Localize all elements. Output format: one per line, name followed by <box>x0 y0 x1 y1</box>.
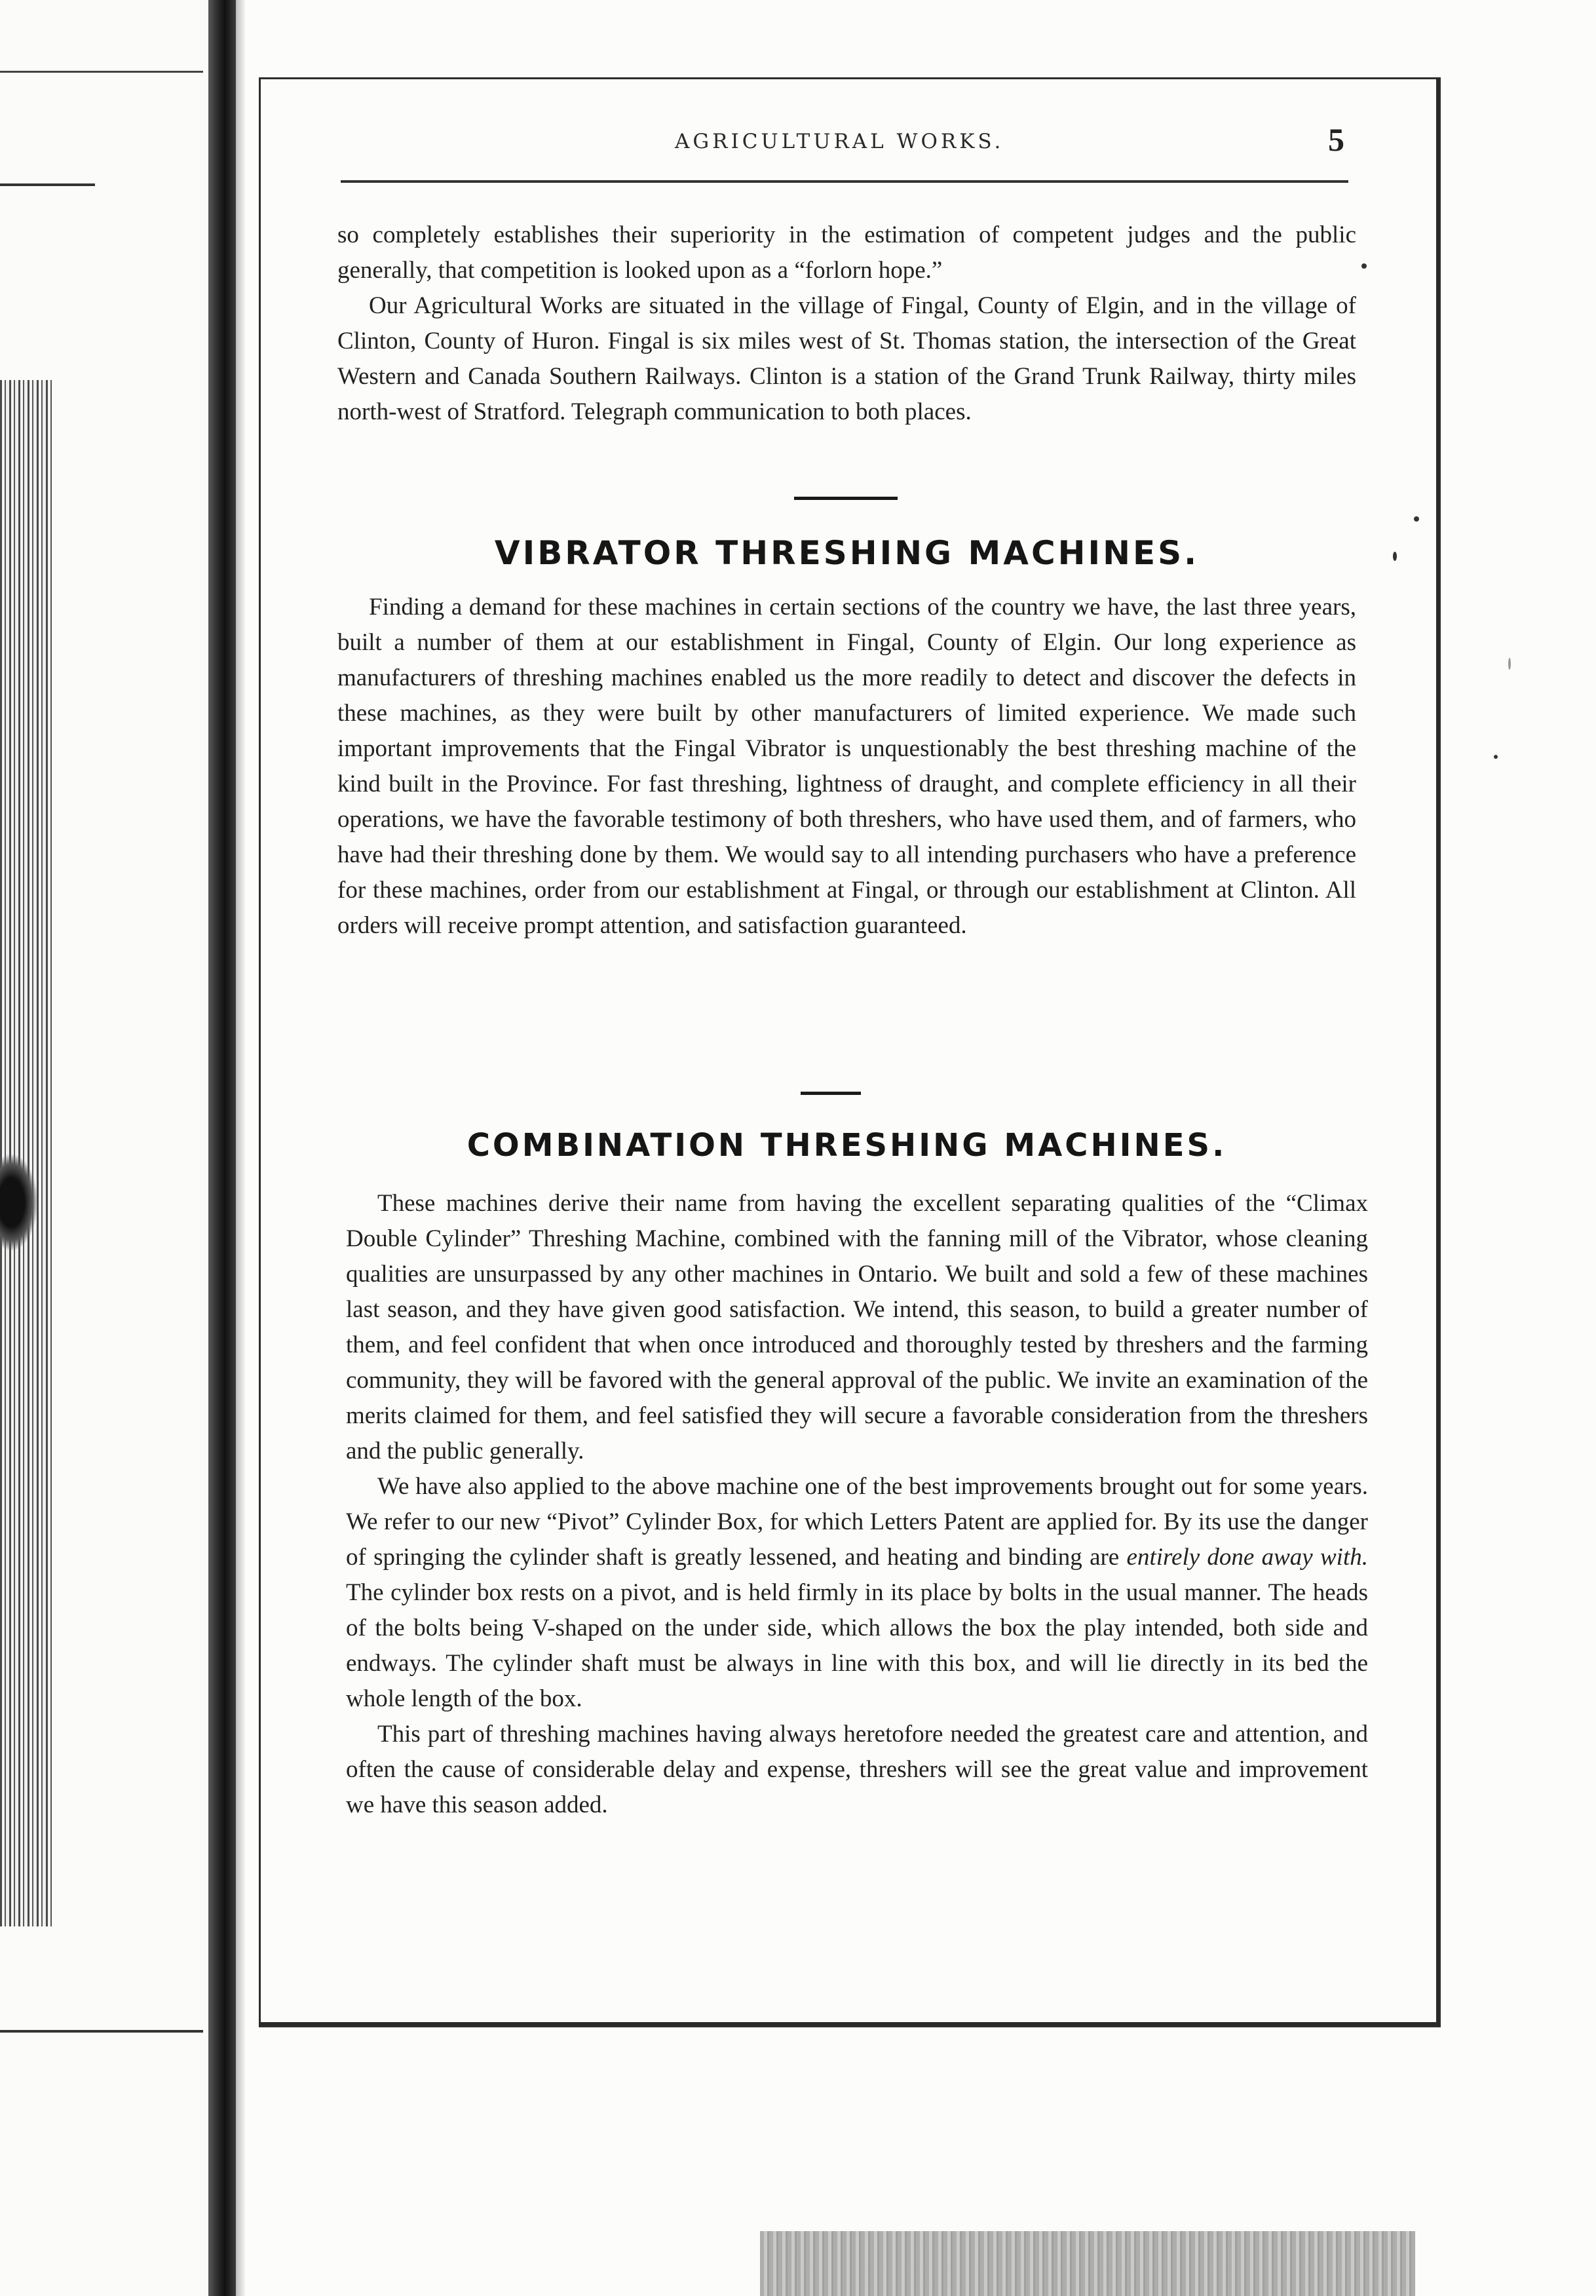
scan-speck <box>1494 755 1498 759</box>
section-heading-combination: COMBINATION THRESHING MACHINES. <box>466 1127 1227 1164</box>
section-divider <box>801 1092 861 1095</box>
facing-page-top-rule <box>0 71 203 73</box>
scan-speck <box>1508 658 1511 670</box>
running-head-title: AGRICULTURAL WORKS. <box>675 130 1004 153</box>
book-gutter <box>208 0 236 2296</box>
section-divider <box>794 497 898 500</box>
combination-paragraph-2 <box>346 1469 1368 1717</box>
running-header <box>341 121 1350 170</box>
scan-speck <box>1361 263 1367 269</box>
section-heading-vibrator: VIBRATOR THRESHING MACHINES. <box>494 534 1200 572</box>
intro-text <box>337 218 1356 430</box>
combination-paragraph-2-end: The cylinder box rests on a pivot, and is held firmly in its place by bolts in the usual manner. The heads of the bolts being V-shaped on the under side, which allows the box the play intended, both side and endways. The cylinder shaft must be always in line with this box, and will lie directly in its bed the whole length of the box. <box>346 1579 1368 1712</box>
engraving-detail <box>0 1153 38 1252</box>
scan-bottom-shadow <box>760 2231 1415 2296</box>
intro-paragraph-continuation: so completely establishes their superiority in the estimation of competent judges and the public generally, that competition is looked upon as a “forlorn hope.” <box>337 221 1356 284</box>
combination-paragraph-1: These machines derive their name from having the excellent separating qualities of the “Climax Double Cylinder” Threshing Machine, combined with the fanning mill of the Vibrator, whose cleaning qualities are unsurpassed by any other machines in Ontario. We built and sold a few of these machines last season, and they have given good satisfaction. We intend, this season, to build a greater number of them, and feel confident that when once introduced and thoroughly tested by threshers and the farming community, they will be favored with the general approval of the public. We invite an examination of the merits claimed for them, and feel satisfied they will secure a favorable consideration from the threshers and the public generally. <box>346 1190 1368 1464</box>
combination-section-text <box>346 1186 1368 1823</box>
vibrator-section-text <box>337 590 1356 944</box>
intro-paragraph-location: Our Agricultural Works are situated in the village of Fingal, County of Elgin, and in the village of Clinton, County of Huron. Fingal is six miles west of St. Thomas station, the intersection of the Great Western and Canada Southern Railways. Clinton is a station of the Grand Trunk Railway, thirty miles north-west of Stratford. Telegraph communication to both places. <box>337 292 1356 425</box>
scan-speck <box>1393 552 1397 561</box>
combination-paragraph-2-start: We have also applied to the above machine one of the best improvements brought out for some years. We refer to our new “Pivot” Cylinder Box, for which Letters Patent are applied for. By its use the danger of springing the cylinder shaft is greatly lessened, and heating and binding are <box>346 1473 1368 1571</box>
facing-page-bottom-rule <box>0 2030 203 2033</box>
page-border-right <box>1436 77 1439 2025</box>
facing-page-short-rule <box>0 183 95 186</box>
vibrator-paragraph: Finding a demand for these machines in certain sections of the country we have, the last three years, built a number of them at our establishment in Fingal, County of Elgin. Our long experience as manufacturers of threshing machines enabled us the more readily to detect and discover the defects in these machines, as they were built by other manufacturers of limited experience. We made such important improvements that the Fingal Vibrator is unquestionably the best threshing machine of the kind built in the Province. For fast threshing, lightness of draught, and complete efficiency in all their operations, we have the favorable testimony of both threshers, who have used them, and of farmers, who have had their threshing done by them. We would say to all intending purchasers who have a preference for these machines, order from our establishment at Fingal, or through our establishment at Clinton. All orders will receive prompt attention, and satisfaction guaranteed. <box>337 594 1356 939</box>
page-border-bottom <box>259 2022 1439 2025</box>
facing-page-fragment <box>0 0 208 2296</box>
scan-speck <box>1414 516 1419 522</box>
page-number: 5 <box>1328 121 1344 158</box>
combination-paragraph-3: This part of threshing machines having always heretofore needed the greatest care and attention, and often the cause of considerable delay and expense, threshers will see the great value and improvement we have this season added. <box>346 1721 1368 1818</box>
gutter-shade <box>236 0 245 2296</box>
combination-paragraph-2-emphasis: entirely done away with. <box>1126 1544 1368 1571</box>
header-rule <box>341 180 1348 183</box>
